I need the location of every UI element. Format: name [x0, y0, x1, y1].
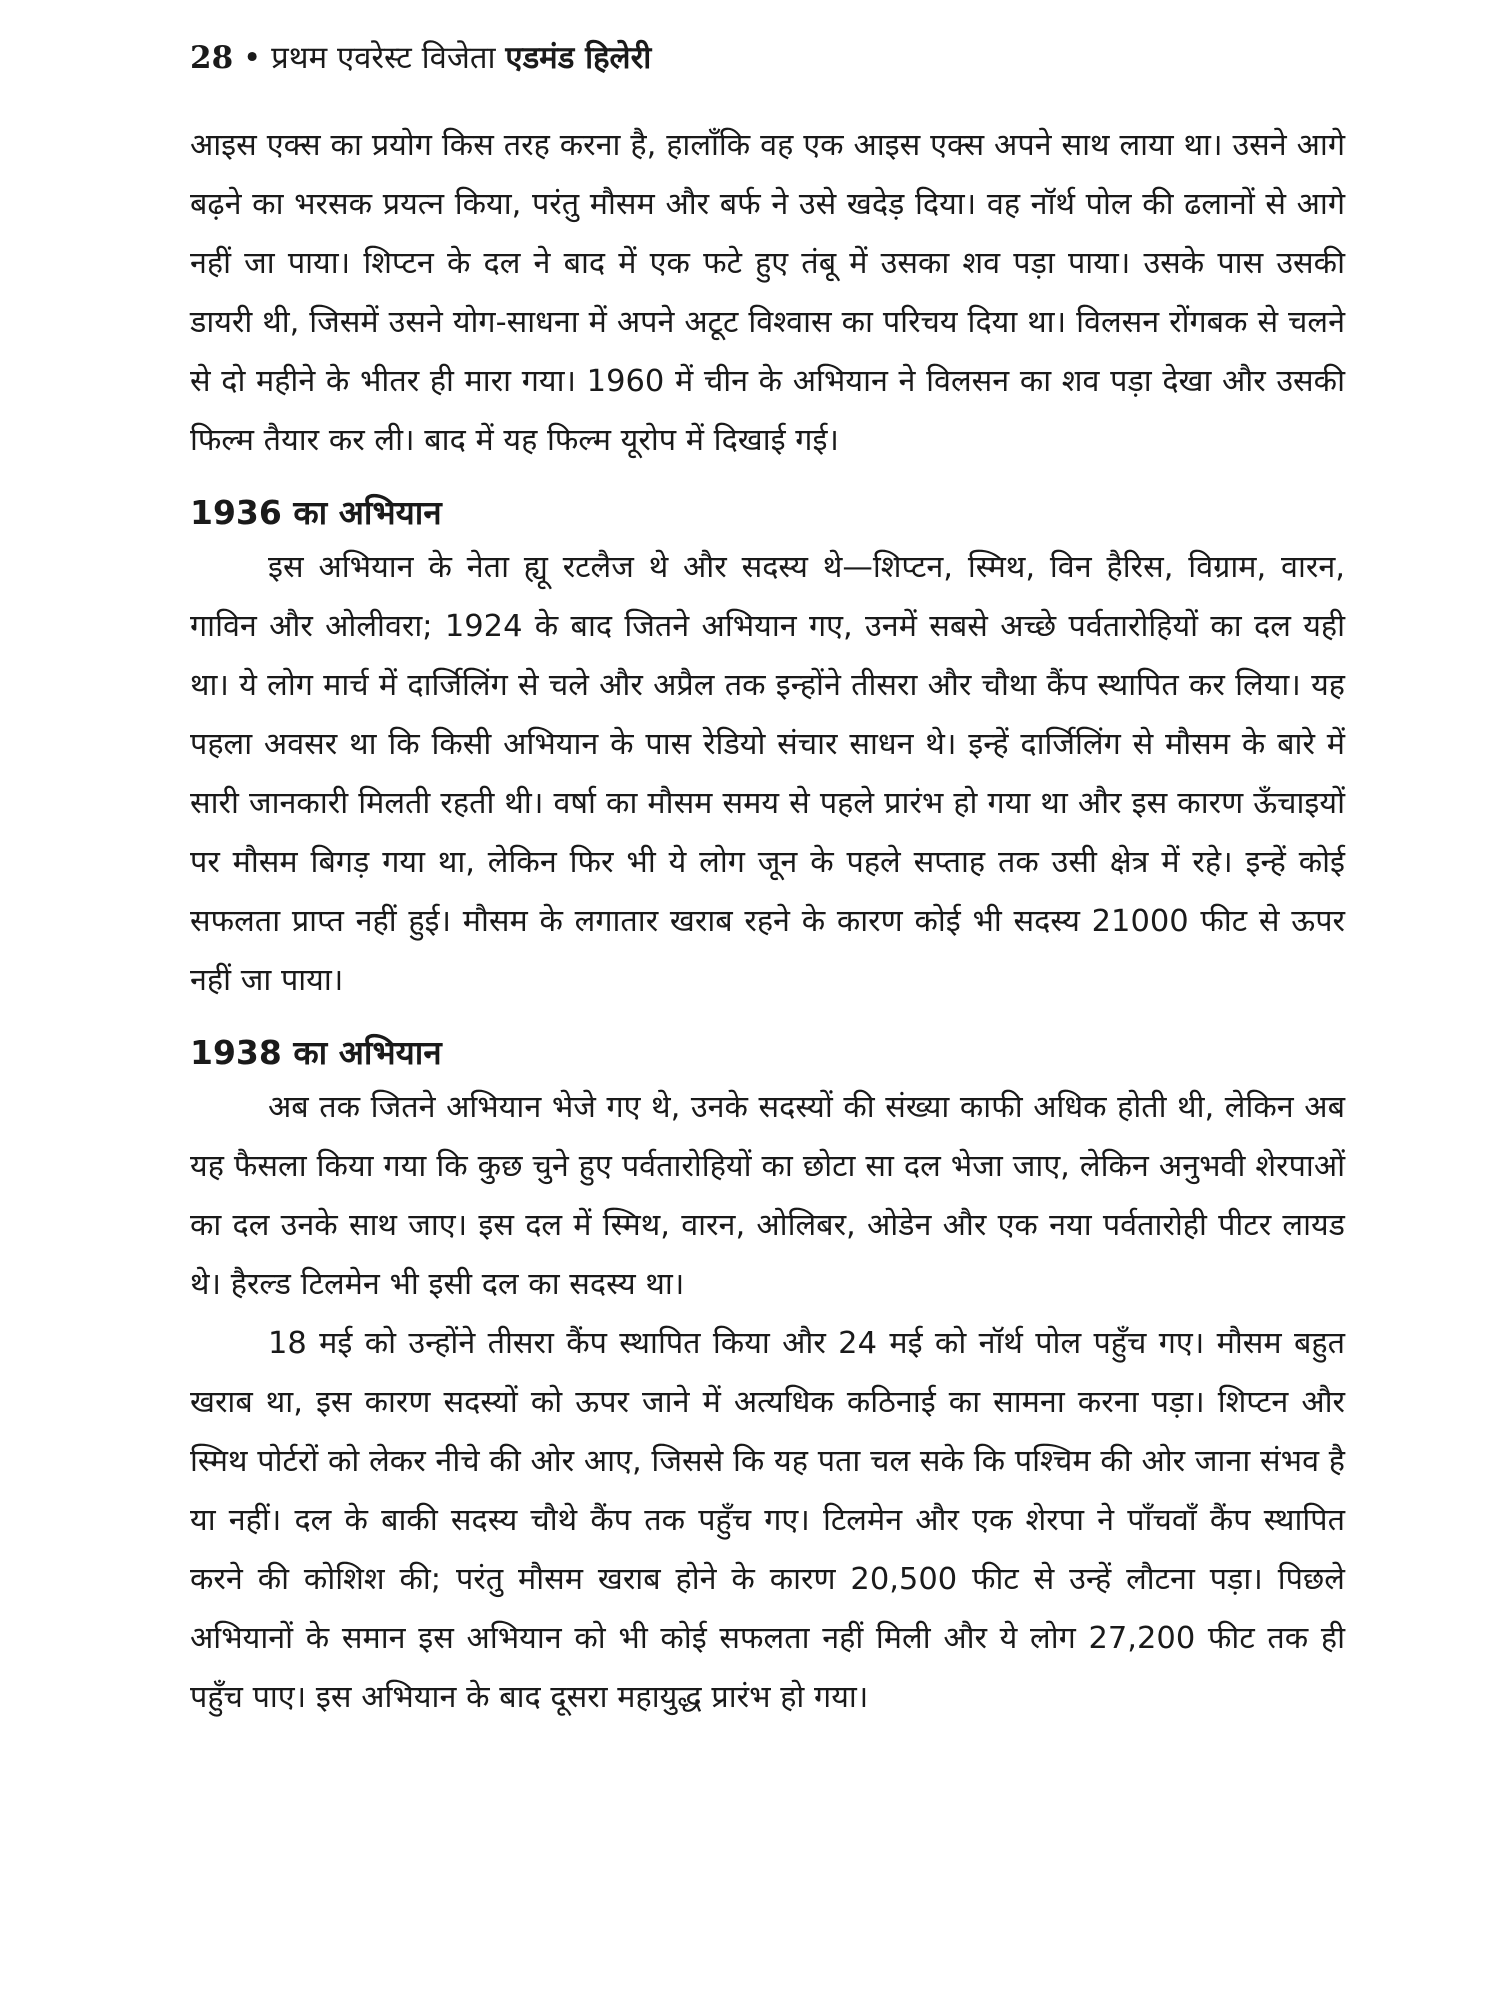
- page-number: 28: [190, 40, 234, 76]
- section-1938-paragraph-1: अब तक जितने अभियान भेजे गए थे, उनके सदस्यों की संख्या काफी अधिक होती थी, लेकिन अब यह फैसला किया गया कि कुछ चुने हुए पर्वतारोहियों का छोटा सा दल भेजा जाए, लेकिन अनुभवी शेरपाओं का दल उनके साथ जाए। इस दल में स्मिथ, वारन, ओलिबर, ओडेन और एक नया पर्वतारोही पीटर लायड थे। हैरल्ड टिलमेन भी इसी दल का सदस्य था।: [190, 1090, 1345, 1302]
- section-1936-paragraph: इस अभियान के नेता ह्यू रटलैज थे और सदस्य थे—शिप्टन, स्मिथ, विन हैरिस, विग्राम, वारन, गाविन और ओलीवरा; 1924 के बाद जितने अभियान गए, उनमें सबसे अच्छे पर्वतारोहियों का दल यही था। ये लोग मार्च में दार्जिलिंग से चले और अप्रैल तक इन्होंने तीसरा और चौथा कैंप स्थापित कर लिया। यह पहला अवसर था कि किसी अभियान के पास रेडियो संचार साधन थे। इन्हें दार्जिलिंग से मौसम के बारे में सारी जानकारी मिलती रहती थी। वर्षा का मौसम समय से पहले प्रारंभ हो गया था और इस कारण ऊँचाइयों पर मौसम बिगड़ गया था, लेकिन फिर भी ये लोग जून के पहले सप्ताह तक उसी क्षेत्र में रहे। इन्हें कोई सफलता प्राप्त नहीं हुई। मौसम के लगातार खराब रहने के कारण कोई भी सदस्य 21000 फीट से ऊपर नहीं जा पाया।: [190, 550, 1345, 998]
- section-heading-1936: 1936 का अभियान: [190, 493, 442, 532]
- header-bullet: •: [243, 40, 262, 76]
- section-1938-paragraph-2: 18 मई को उन्होंने तीसरा कैंप स्थापित किया और 24 मई को नॉर्थ पोल पहुँच गए। मौसम बहुत खराब था, इस कारण सदस्यों को ऊपर जाने में अत्यधिक कठिनाई का सामना करना पड़ा। शिप्टन और स्मिथ पोर्टरों को लेकर नीचे की ओर आए, जिससे कि यह पता चल सके कि पश्चिम की ओर जाना संभव है या नहीं। दल के बाकी सदस्य चौथे कैंप तक पहुँच गए। टिलमेन और एक शेरपा ने पाँचवाँ कैंप स्थापित करने की कोशिश की; परंतु मौसम खराब होने के कारण 20,500 फीट से उन्हें लौटना पड़ा। पिछले अभियानों के समान इस अभियान को भी कोई सफलता नहीं मिली और ये लोग 27,200 फीट तक ही पहुँच पाए। इस अभियान के बाद दूसरा महायुद्ध प्रारंभ हो गया।: [190, 1326, 1345, 1715]
- section-heading-1938: 1938 का अभियान: [190, 1033, 442, 1072]
- running-header: [190, 36, 1345, 80]
- book-title: प्रथम एवरेस्ट विजेता: [271, 40, 496, 76]
- intro-paragraph: आइस एक्स का प्रयोग किस तरह करना है, हालाँकि वह एक आइस एक्स अपने साथ लाया था। उसने आगे बढ़ने का भरसक प्रयत्न किया, परंतु मौसम और बर्फ ने उसे खदेड़ दिया। वह नॉर्थ पोल की ढलानों से आगे नहीं जा पाया। शिप्टन के दल ने बाद में एक फटे हुए तंबू में उसका शव पड़ा पाया। उसके पास उसकी डायरी थी, जिसमें उसने योग-साधना में अपने अटूट विश्वास का परिचय दिया था। विलसन रोंगबक से चलने से दो महीने के भीतर ही मारा गया। 1960 में चीन के अभियान ने विलसन का शव पड़ा देखा और उसकी फिल्म तैयार कर ली। बाद में यह फिल्म यूरोप में दिखाई गई।: [190, 128, 1345, 458]
- book-author: एडमंड हिलेरी: [505, 40, 652, 76]
